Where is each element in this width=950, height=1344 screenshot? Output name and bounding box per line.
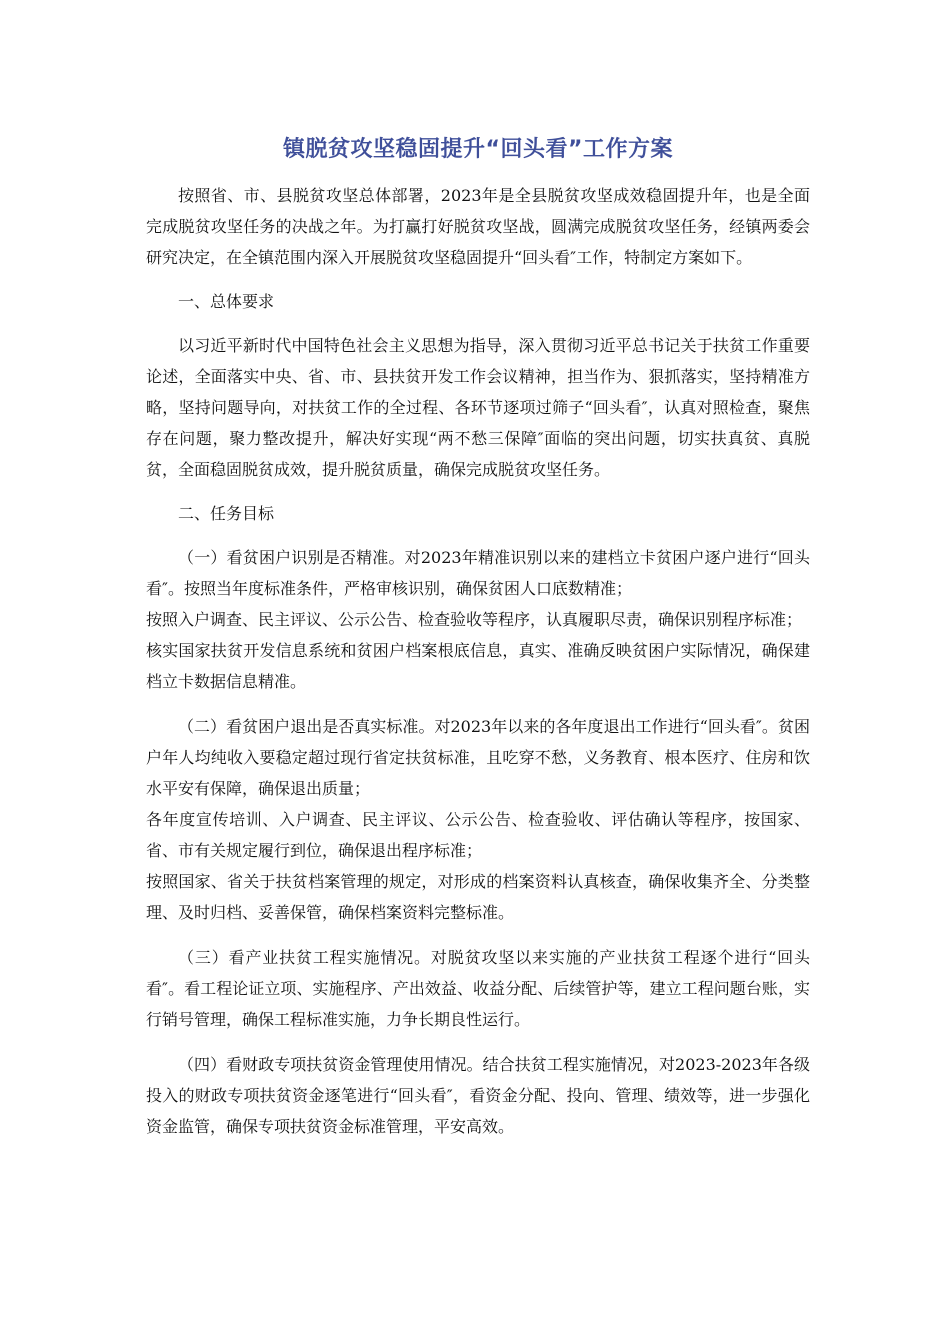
item4-paragraph: （四）看财政专项扶贫资金管理使用情况。结合扶贫工程实施情况，对2023-2023年各级投入的财政专项扶贫资金逐笔进行“回头看″，看资金分配、投向、管理、绩效等，进一步强化资金监管，确保专项扶贫资金标准管理，平安高效。 <box>146 1055 810 1136</box>
item2-lead: （二）看贫困户退出是否真实标准。对2023年以来的各年度退出工作进行“回头看″。贫困户年人均纯收入要稳定超过现行省定扶贫标准，且吃穿不愁，义务教育、根本医疗、住房和饮水平安有保障，确保退出质量； <box>146 717 810 798</box>
item3-paragraph: （三）看产业扶贫工程实施情况。对脱贫攻坚以来实施的产业扶贫工程逐个进行“回头看″。看工程论证立项、实施程序、产出效益、收益分配、后续管护等，建立工程问题台账，实行销号管理，确保工程标准实施，力争长期良性运行。 <box>146 948 810 1029</box>
item2-line3: 按照国家、省关于扶贫档案管理的规定，对形成的档案资料认真核查，确保收集齐全、分类整理、及时归档、妥善保管，确保档案资料完整标准。 <box>146 872 810 922</box>
section1-body: 以习近平新时代中国特色社会主义思想为指导，深入贯彻习近平总书记关于扶贫工作重要论述，全面落实中央、省、市、县扶贫开发工作会议精神，担当作为、狠抓落实，坚持精准方略，坚持问题导向，对扶贫工作的全过程、各环节逐项过筛子“回头看″，认真对照检查，聚焦存在问题，聚力整改提升，解决好实现“两不愁三保障″面临的突出问题，切实扶真贫、真脱贫，全面稳固脱贫成效，提升脱贫质量，确保完成脱贫攻坚任务。 <box>146 336 810 479</box>
document-title: 镇脱贫攻坚稳固提升“回头看”工作方案 <box>283 137 673 162</box>
item2-line2: 各年度宣传培训、入户调查、民主评议、公示公告、检查验收、评估确认等程序，按国家、省、市有关规定履行到位，确保退出程序标准； <box>146 810 810 860</box>
intro-paragraph: 按照省、市、县脱贫攻坚总体部署，2023年是全县脱贫攻坚成效稳固提升年，也是全面完成脱贫攻坚任务的决战之年。为打赢打好脱贫攻坚战，圆满完成脱贫攻坚任务，经镇两委会研究决定，在全镇范围内深入开展脱贫攻坚稳固提升“回头看″工作，特制定方案如下。 <box>146 186 810 267</box>
item1-block <box>146 542 810 697</box>
section1-heading: 一、总体要求 <box>178 292 275 311</box>
item2-block <box>146 711 810 928</box>
item1-line2: 按照入户调查、民主评议、公示公告、检查验收等程序，认真履职尽责，确保识别程序标准； <box>146 610 803 629</box>
item1-line3: 核实国家扶贫开发信息系统和贫困户档案根底信息，真实、准确反映贫困户实际情况，确保建档立卡数据信息精准。 <box>146 641 810 691</box>
section2-heading: 二、任务目标 <box>178 504 275 523</box>
document-page <box>146 128 810 1142</box>
item1-lead: （一）看贫困户识别是否精准。对2023年精准识别以来的建档立卡贫困户逐户进行“回头看″。按照当年度标准条件，严格审核识别，确保贫困人口底数精准； <box>146 548 810 598</box>
